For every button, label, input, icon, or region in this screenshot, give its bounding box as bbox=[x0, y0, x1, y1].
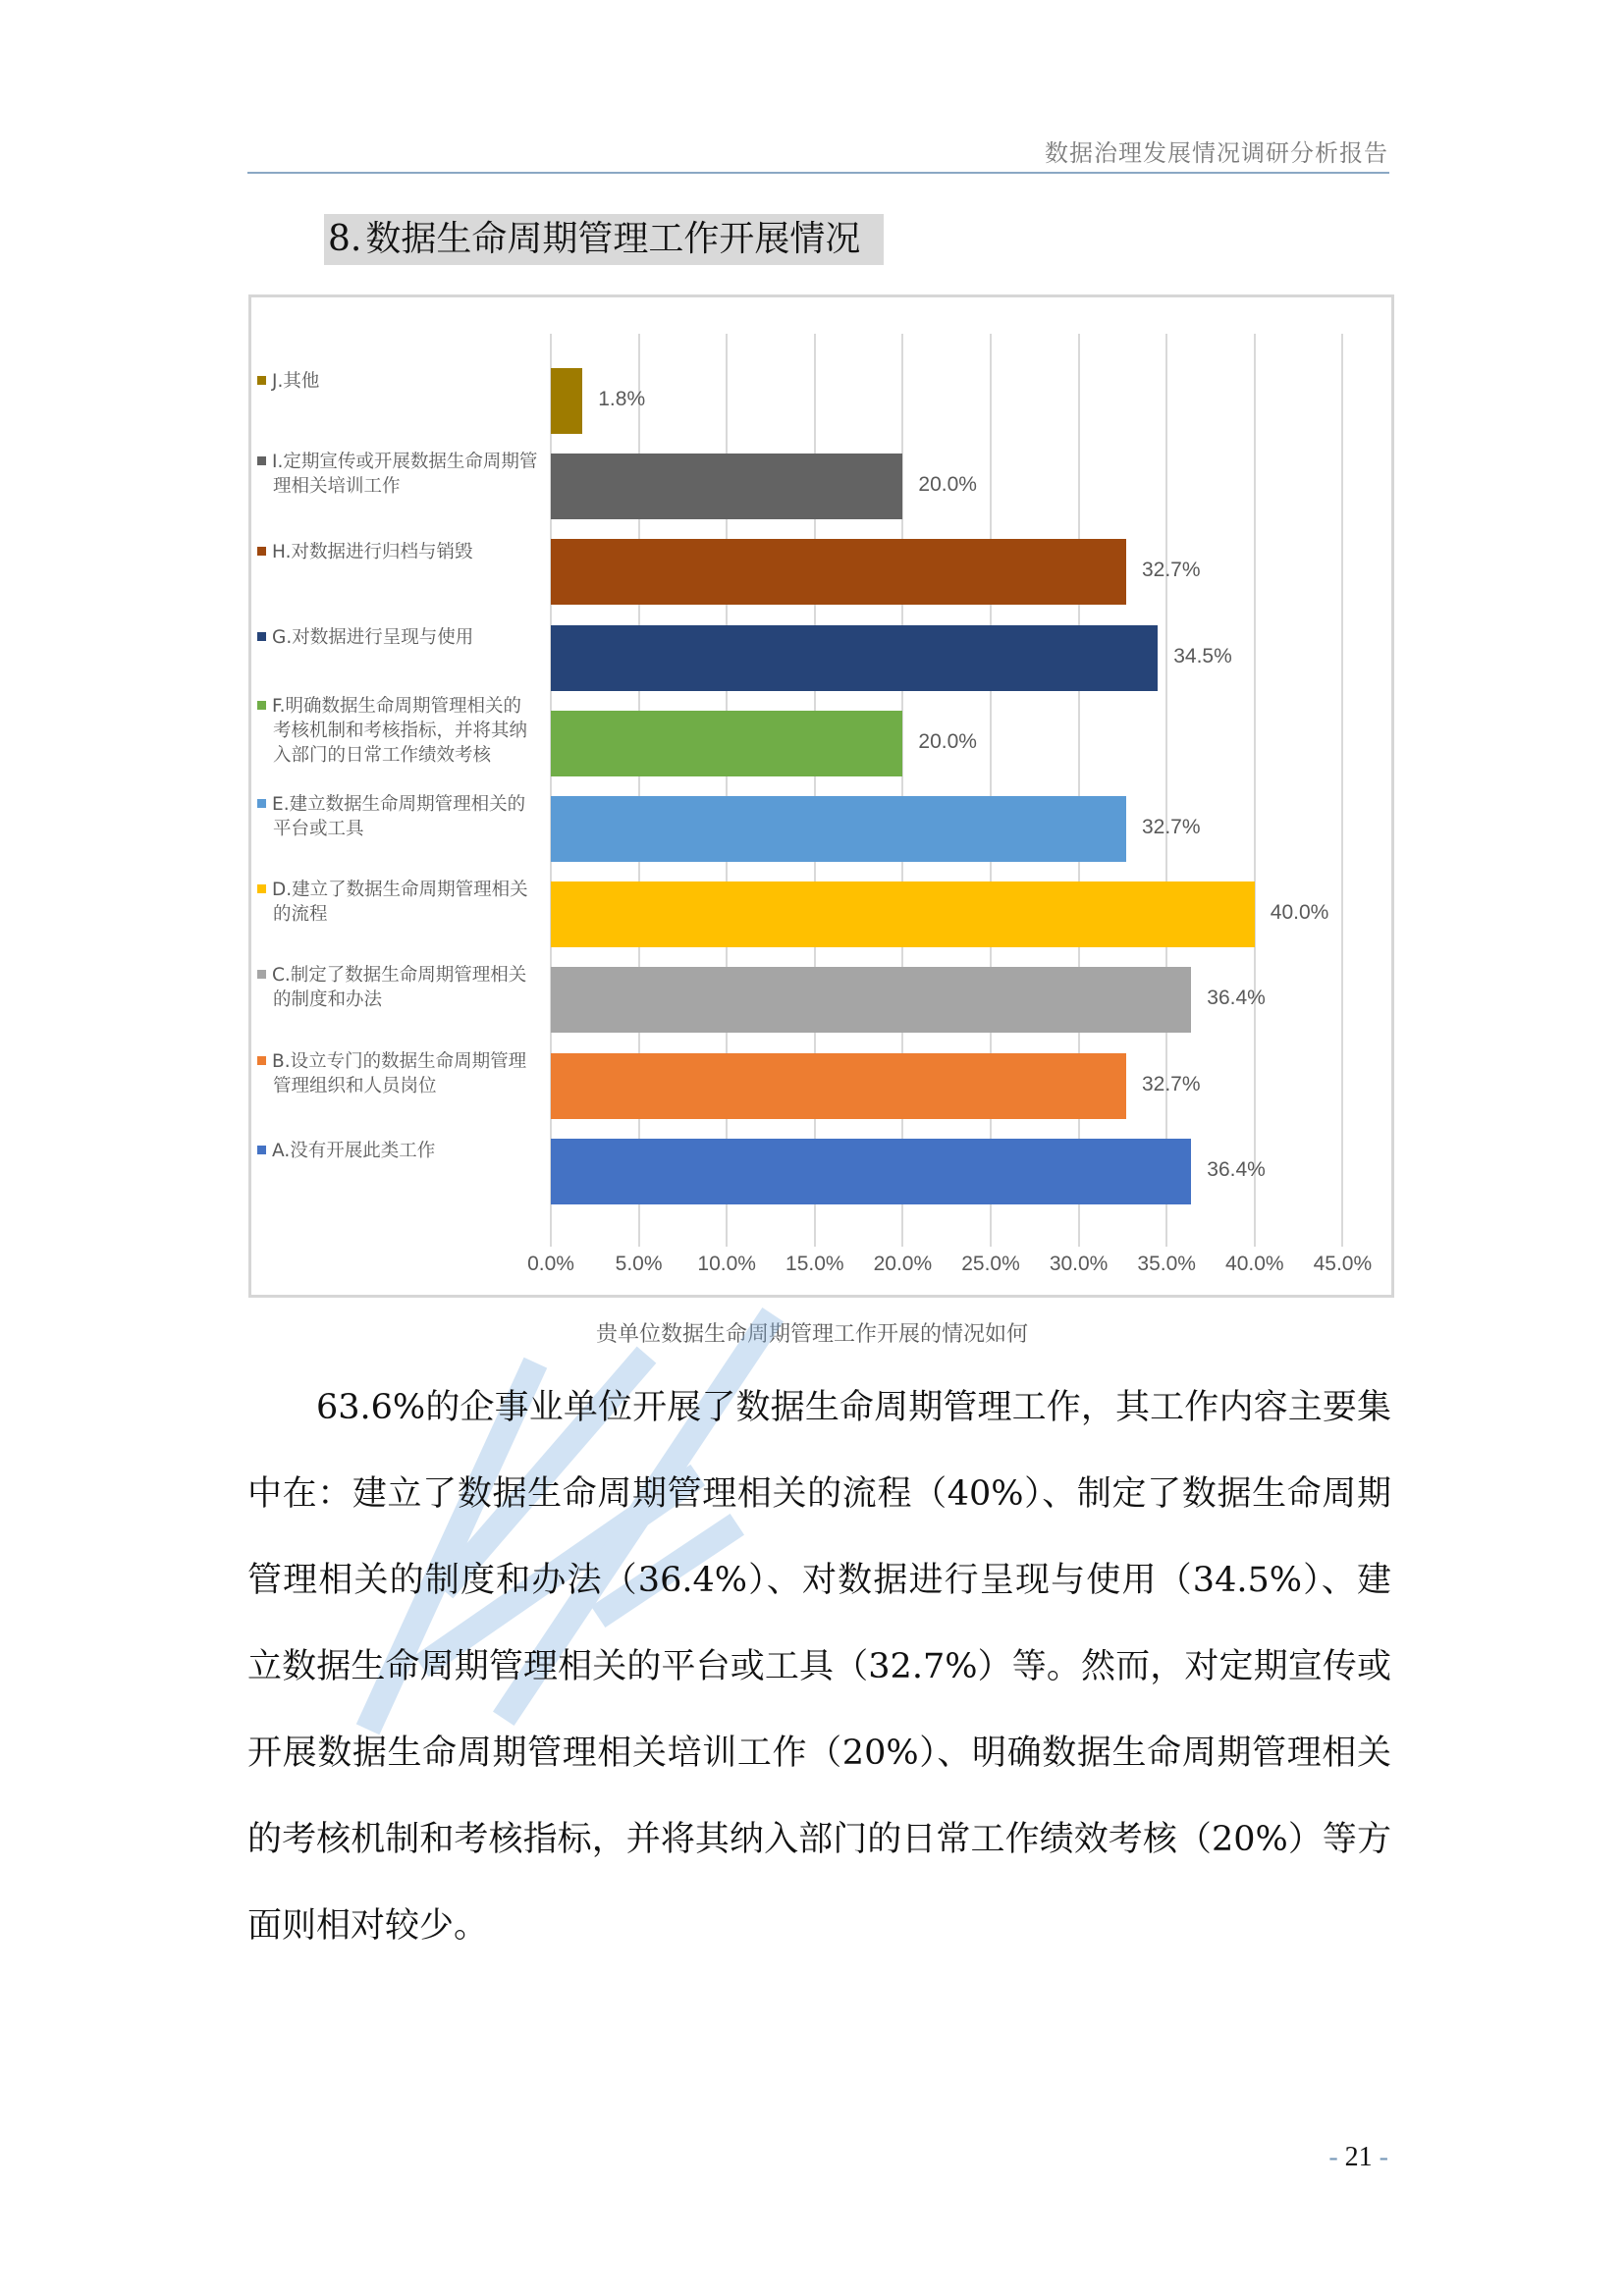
legend-swatch-icon bbox=[257, 1056, 266, 1065]
legend-item: D.建立了数据生命周期管理相关 的流程 bbox=[257, 878, 552, 927]
legend-item: B.设立专门的数据生命周期管理 管理组织和人员岗位 bbox=[257, 1049, 552, 1098]
legend-swatch-icon bbox=[257, 970, 266, 979]
bar bbox=[551, 881, 1255, 947]
chart-caption: 贵单位数据生命周期管理工作开展的情况如何 bbox=[595, 1322, 1028, 1347]
bar-value-label: 36.4% bbox=[1207, 987, 1266, 1010]
bar-value-label: 40.0% bbox=[1270, 901, 1329, 925]
x-tick-label: 5.0% bbox=[615, 1253, 663, 1275]
gridline bbox=[1341, 334, 1343, 1247]
legend-item: E.建立数据生命周期管理相关的 平台或工具 bbox=[257, 792, 552, 841]
x-tick-label: 10.0% bbox=[697, 1253, 756, 1275]
legend-swatch-icon bbox=[257, 632, 266, 641]
legend-item: F.明确数据生命周期管理相关的 考核机制和考核指标，并将其纳 入部门的日常工作绩效考核 bbox=[257, 694, 552, 768]
bar bbox=[551, 1139, 1191, 1204]
x-tick-label: 20.0% bbox=[873, 1253, 933, 1275]
legend-swatch-icon bbox=[257, 1146, 266, 1154]
gridline bbox=[1254, 334, 1256, 1247]
bar bbox=[551, 625, 1158, 691]
page-number-value: 21 bbox=[1344, 2142, 1373, 2172]
bar bbox=[551, 1053, 1126, 1119]
legend-swatch-icon bbox=[257, 701, 266, 710]
bar-value-label: 32.7% bbox=[1141, 1072, 1201, 1095]
legend-item: A.没有开展此类工作 bbox=[257, 1139, 552, 1163]
x-tick-label: 35.0% bbox=[1137, 1253, 1196, 1275]
body-text bbox=[247, 1364, 1391, 1969]
report-header-title: 数据治理发展情况调研分析报告 bbox=[1045, 139, 1388, 167]
bar-value-label: 1.8% bbox=[598, 388, 646, 410]
section-number: 8. bbox=[328, 219, 362, 259]
legend-item: J.其他 bbox=[257, 369, 552, 394]
x-tick-label: 40.0% bbox=[1225, 1253, 1284, 1275]
body-paragraph: 63.6%的企事业单位开展了数据生命周期管理工作，其工作内容主要集中在：建立了数据生命周期管理相关的流程（40%）、制定了数据生命周期管理相关的制度和办法（36.4%）、对数据进行呈现与使用（34.5%）、建立数据生命周期管理相关的平台或工具（32.7%）等。然而，对定期宣传或开展数据生命周期管理相关培训工作（20%）、明确数据生命周期管理相关的考核机制和考核指标，并将其纳入部门的日常工作绩效考核（20%）等方面则相对较少。 bbox=[247, 1388, 1391, 1946]
legend-swatch-icon bbox=[257, 547, 266, 556]
page-number: - 21 - bbox=[1328, 2142, 1388, 2172]
bar-value-label: 20.0% bbox=[918, 729, 977, 753]
bar-value-label: 32.7% bbox=[1141, 816, 1201, 838]
bar bbox=[551, 539, 1126, 605]
bar-value-label: 36.4% bbox=[1207, 1157, 1266, 1181]
gridline bbox=[1165, 334, 1167, 1247]
legend-item: I.定期宣传或开展数据生命周期管 理相关培训工作 bbox=[257, 450, 552, 499]
header-divider bbox=[247, 172, 1389, 174]
bar bbox=[551, 454, 902, 519]
section-heading bbox=[324, 214, 884, 265]
x-tick-label: 25.0% bbox=[961, 1253, 1020, 1275]
bar-value-label: 20.0% bbox=[918, 473, 977, 497]
x-tick-label: 30.0% bbox=[1049, 1253, 1109, 1275]
legend-swatch-icon bbox=[257, 799, 266, 808]
legend-item: H.对数据进行归档与销毁 bbox=[257, 540, 552, 564]
bar bbox=[551, 711, 902, 776]
bar-value-label: 32.7% bbox=[1141, 559, 1201, 582]
bar bbox=[551, 368, 582, 434]
legend-swatch-icon bbox=[257, 456, 266, 465]
x-tick-label: 0.0% bbox=[527, 1253, 574, 1275]
x-tick-label: 45.0% bbox=[1313, 1253, 1373, 1275]
x-tick-label: 15.0% bbox=[785, 1253, 844, 1275]
legend-item: G.对数据进行呈现与使用 bbox=[257, 625, 552, 650]
legend-swatch-icon bbox=[257, 376, 266, 385]
section-title: 数据生命周期管理工作开展情况 bbox=[365, 219, 861, 259]
bar bbox=[551, 796, 1126, 862]
legend-swatch-icon bbox=[257, 884, 266, 893]
bar bbox=[551, 967, 1191, 1033]
bar-value-label: 34.5% bbox=[1173, 644, 1232, 667]
legend-item: C.制定了数据生命周期管理相关 的制度和办法 bbox=[257, 963, 552, 1012]
